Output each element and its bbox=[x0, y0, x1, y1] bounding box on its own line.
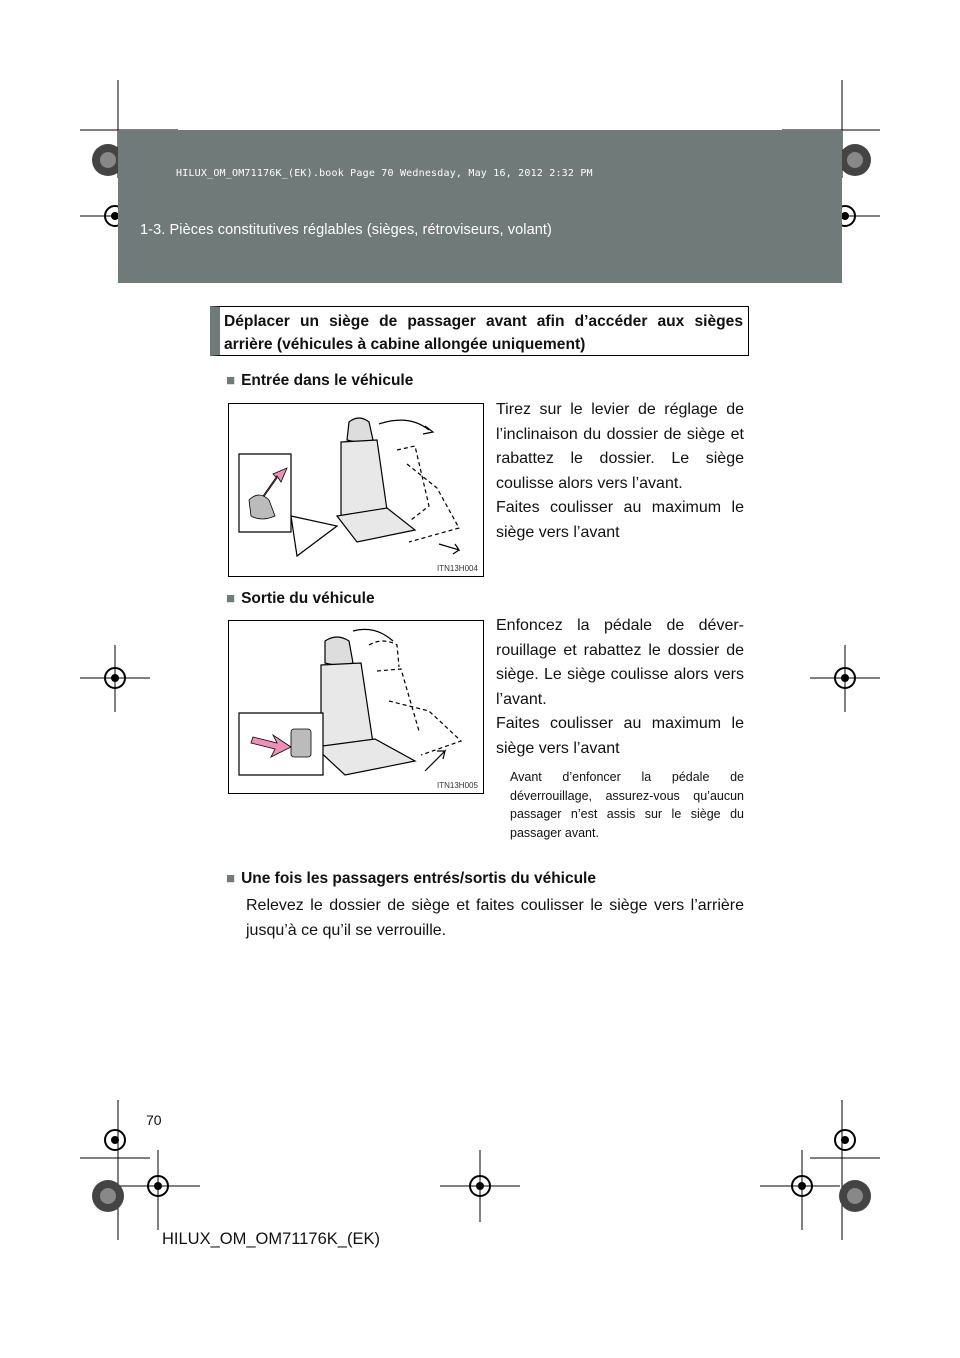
page-number: 70 bbox=[146, 1112, 162, 1128]
exit-para-1: Enfoncez la pédale de déver-rouillage et rabattez le dossier de siège. Le siège coulisse alors vers l’avant. bbox=[496, 617, 744, 708]
entry-heading: ■ Entrée dans le véhicule bbox=[226, 372, 414, 389]
section-title: Déplacer un siège de passager avant afin d’accéder aux sièges arrière (véhicules à cabine allongée uniquement) bbox=[224, 313, 743, 353]
figure-code: ITN13H005 bbox=[437, 781, 478, 790]
entry-para-2: Faites coulisser au maximum le siège vers l’avant bbox=[496, 499, 744, 541]
after-para: Relevez le dossier de siège et faites coulisser le siège vers l’arrière jusqu’à ce qu’il se verrouille. bbox=[246, 897, 744, 939]
bullet-square-icon: ■ bbox=[226, 590, 236, 607]
bullet-square-icon: ■ bbox=[226, 372, 236, 389]
exit-note: Avant d’enfoncer la pédale de déverrouillage, assurez-vous qu’aucun passager n’est assis sur le siège du passager avant. bbox=[510, 770, 744, 840]
figure-entry bbox=[228, 403, 484, 577]
header-band bbox=[118, 130, 842, 283]
after-heading: ■ Une fois les passagers entrés/sortis du véhicule bbox=[226, 870, 596, 887]
print-info: HILUX_OM_OM71176K_(EK).book Page 70 Wednesday, May 16, 2012 2:32 PM bbox=[176, 168, 593, 179]
bullet-square-icon: ■ bbox=[226, 870, 236, 887]
figure-exit bbox=[228, 620, 484, 794]
exit-para-2: Faites coulisser au maximum le siège vers l’avant bbox=[496, 715, 744, 757]
entry-para-1: Tirez sur le levier de réglage de l’inclinaison du dossier de siège et rabattez le dossier. Le siège coulisse alors vers l’avant. bbox=[496, 401, 744, 492]
seat-recline-illustration bbox=[229, 404, 484, 577]
footer-code: HILUX_OM_OM71176K_(EK) bbox=[162, 1230, 380, 1248]
section-header: 1-3. Pièces constitutives réglables (sièges, rétroviseurs, volant) bbox=[140, 222, 552, 238]
seat-release-illustration bbox=[229, 621, 484, 794]
figure-code: ITN13H004 bbox=[437, 564, 478, 573]
exit-heading: ■ Sortie du véhicule bbox=[226, 590, 375, 607]
